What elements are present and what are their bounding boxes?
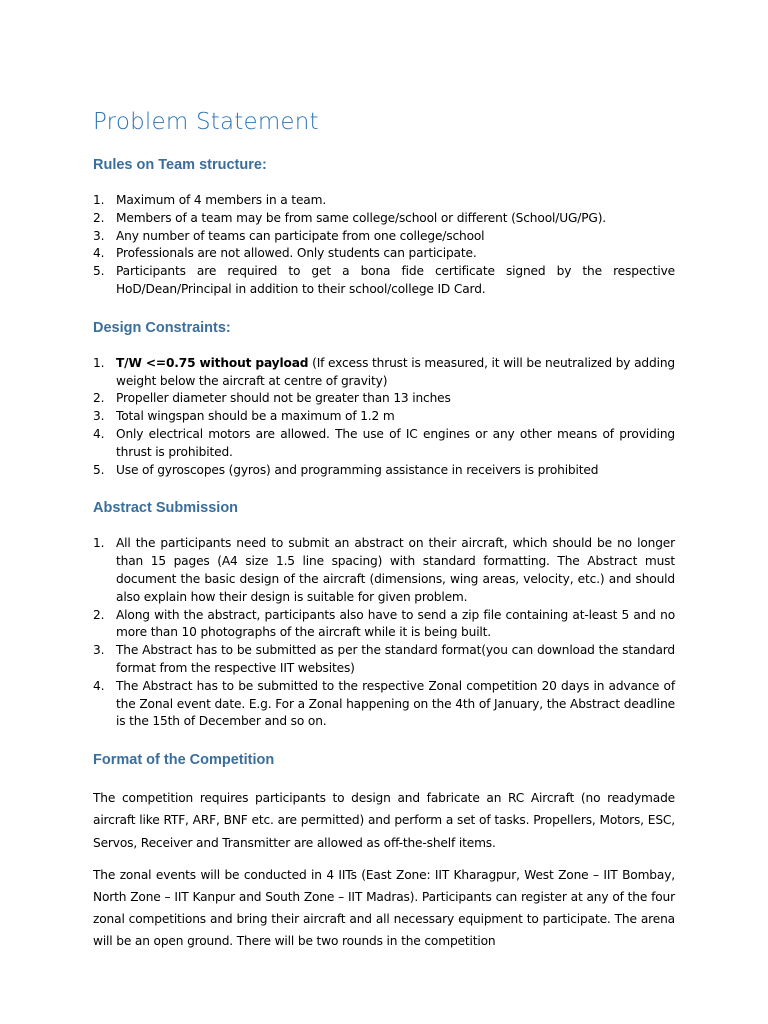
item-number: 4. <box>93 246 105 261</box>
item-text: Members of a team may be from same college/school or different (School/UG/PG). <box>116 210 607 225</box>
list-item <box>93 535 675 606</box>
item-text: Participants are required to get a bona fide certificate signed by the respective HoD/Dean/Principal in addition to their school/college ID Card. <box>116 264 675 296</box>
page-title: Problem Statement <box>93 109 319 135</box>
item-text: The Abstract has to be submitted as per the standard format(you can download the standard format from the respective IIT websites) <box>116 643 675 675</box>
list-item <box>93 210 675 228</box>
item-number: 4. <box>93 678 105 693</box>
item-text: Only electrical motors are allowed. The use of IC engines or any other means of providing thrust is prohibited. <box>116 426 675 459</box>
list-item <box>93 426 675 462</box>
item-number: 5. <box>93 462 105 477</box>
section-format <box>93 751 675 952</box>
item-number: 1. <box>93 355 105 370</box>
item-text <box>116 355 675 391</box>
item-text: Propeller diameter should not be greater than 13 inches <box>116 391 451 406</box>
paragraph: The competition requires participants to design and fabricate an RC Aircraft (no readymade aircraft like RTF, ARF, BNF etc. are permitted) and perform a set of tasks. Propellers, Motors, ESC, Servos, Receiver and Transmitter are allowed as off-the-shelf items. <box>93 791 675 850</box>
abstract-rules-list <box>93 535 675 731</box>
item-number: 3. <box>93 643 105 658</box>
section-heading: Design Constraints: <box>93 319 231 336</box>
item-number: 4. <box>93 426 105 441</box>
item-text: Total wingspan should be a maximum of 1.2 m <box>116 409 395 424</box>
item-text: Any number of teams can participate from one college/school <box>116 228 485 243</box>
section-abstract-submission <box>93 499 675 731</box>
item-text: Use of gyroscopes (gyros) and programming assistance in receivers is prohibited <box>116 462 599 477</box>
item-number: 3. <box>93 409 105 424</box>
item-text: Along with the abstract, participants also have to send a zip file containing at-least 5 and no more than 10 photographs of the aircraft while it is being built. <box>116 607 675 640</box>
paragraph: The zonal events will be conducted in 4 IITs (East Zone: IIT Kharagpur, West Zone – IIT Bombay, North Zone – IIT Kanpur and South Zone – IIT Madras). Participants can register at any of the four zonal competitions and bring their aircraft and all necessary equipment to participate. The arena will be an open ground. There will be two rounds in the competition <box>93 867 675 949</box>
section-heading: Abstract Submission <box>93 500 239 517</box>
list-item <box>93 245 675 263</box>
list-item <box>93 355 675 391</box>
item-number: 1. <box>93 536 105 551</box>
list-item <box>93 228 675 246</box>
item-number: 2. <box>93 391 105 406</box>
item-text: Professionals are not allowed. Only students can participate. <box>116 246 477 261</box>
item-text: All the participants need to submit an abstract on their aircraft, which should be no longer than 15 pages (A4 size 1.5 line spacing) with standard formatting. The Abstract must document the basic design of the aircraft (dimensions, wing areas, velocity, etc.) and should also explain how their design is suitable for given problem. <box>116 536 675 604</box>
list-item <box>93 462 675 480</box>
list-item <box>93 642 675 678</box>
item-rest-text: (If excess thrust is measured, it will be neutralized by adding weight below the aircraft at centre of gravity) <box>116 355 675 388</box>
section-team-structure <box>93 156 675 299</box>
list-item <box>93 678 675 731</box>
item-number: 3. <box>93 228 105 243</box>
list-item <box>93 408 675 426</box>
item-number: 2. <box>93 607 105 622</box>
list-item <box>93 607 675 643</box>
section-design-constraints <box>93 319 675 480</box>
item-text: The Abstract has to be submitted to the respective Zonal competition 20 days in advance of the Zonal event date. E.g. For a Zonal happening on the 4th of January, the Abstract deadline is the 15th of December and so on. <box>116 678 675 729</box>
team-rules-list <box>93 192 675 299</box>
list-item <box>93 263 675 299</box>
section-heading: Rules on Team structure: <box>93 157 267 173</box>
item-number: 2. <box>93 210 105 225</box>
item-bold-text: T/W <=0.75 without payload <box>116 355 309 370</box>
item-number: 1. <box>93 193 105 207</box>
list-item <box>93 390 675 408</box>
item-text: Maximum of 4 members in a team. <box>116 193 327 207</box>
section-heading: Format of the Competition <box>93 752 275 769</box>
list-item <box>93 192 675 210</box>
design-constraints-list <box>93 355 675 480</box>
item-number: 5. <box>93 264 105 279</box>
